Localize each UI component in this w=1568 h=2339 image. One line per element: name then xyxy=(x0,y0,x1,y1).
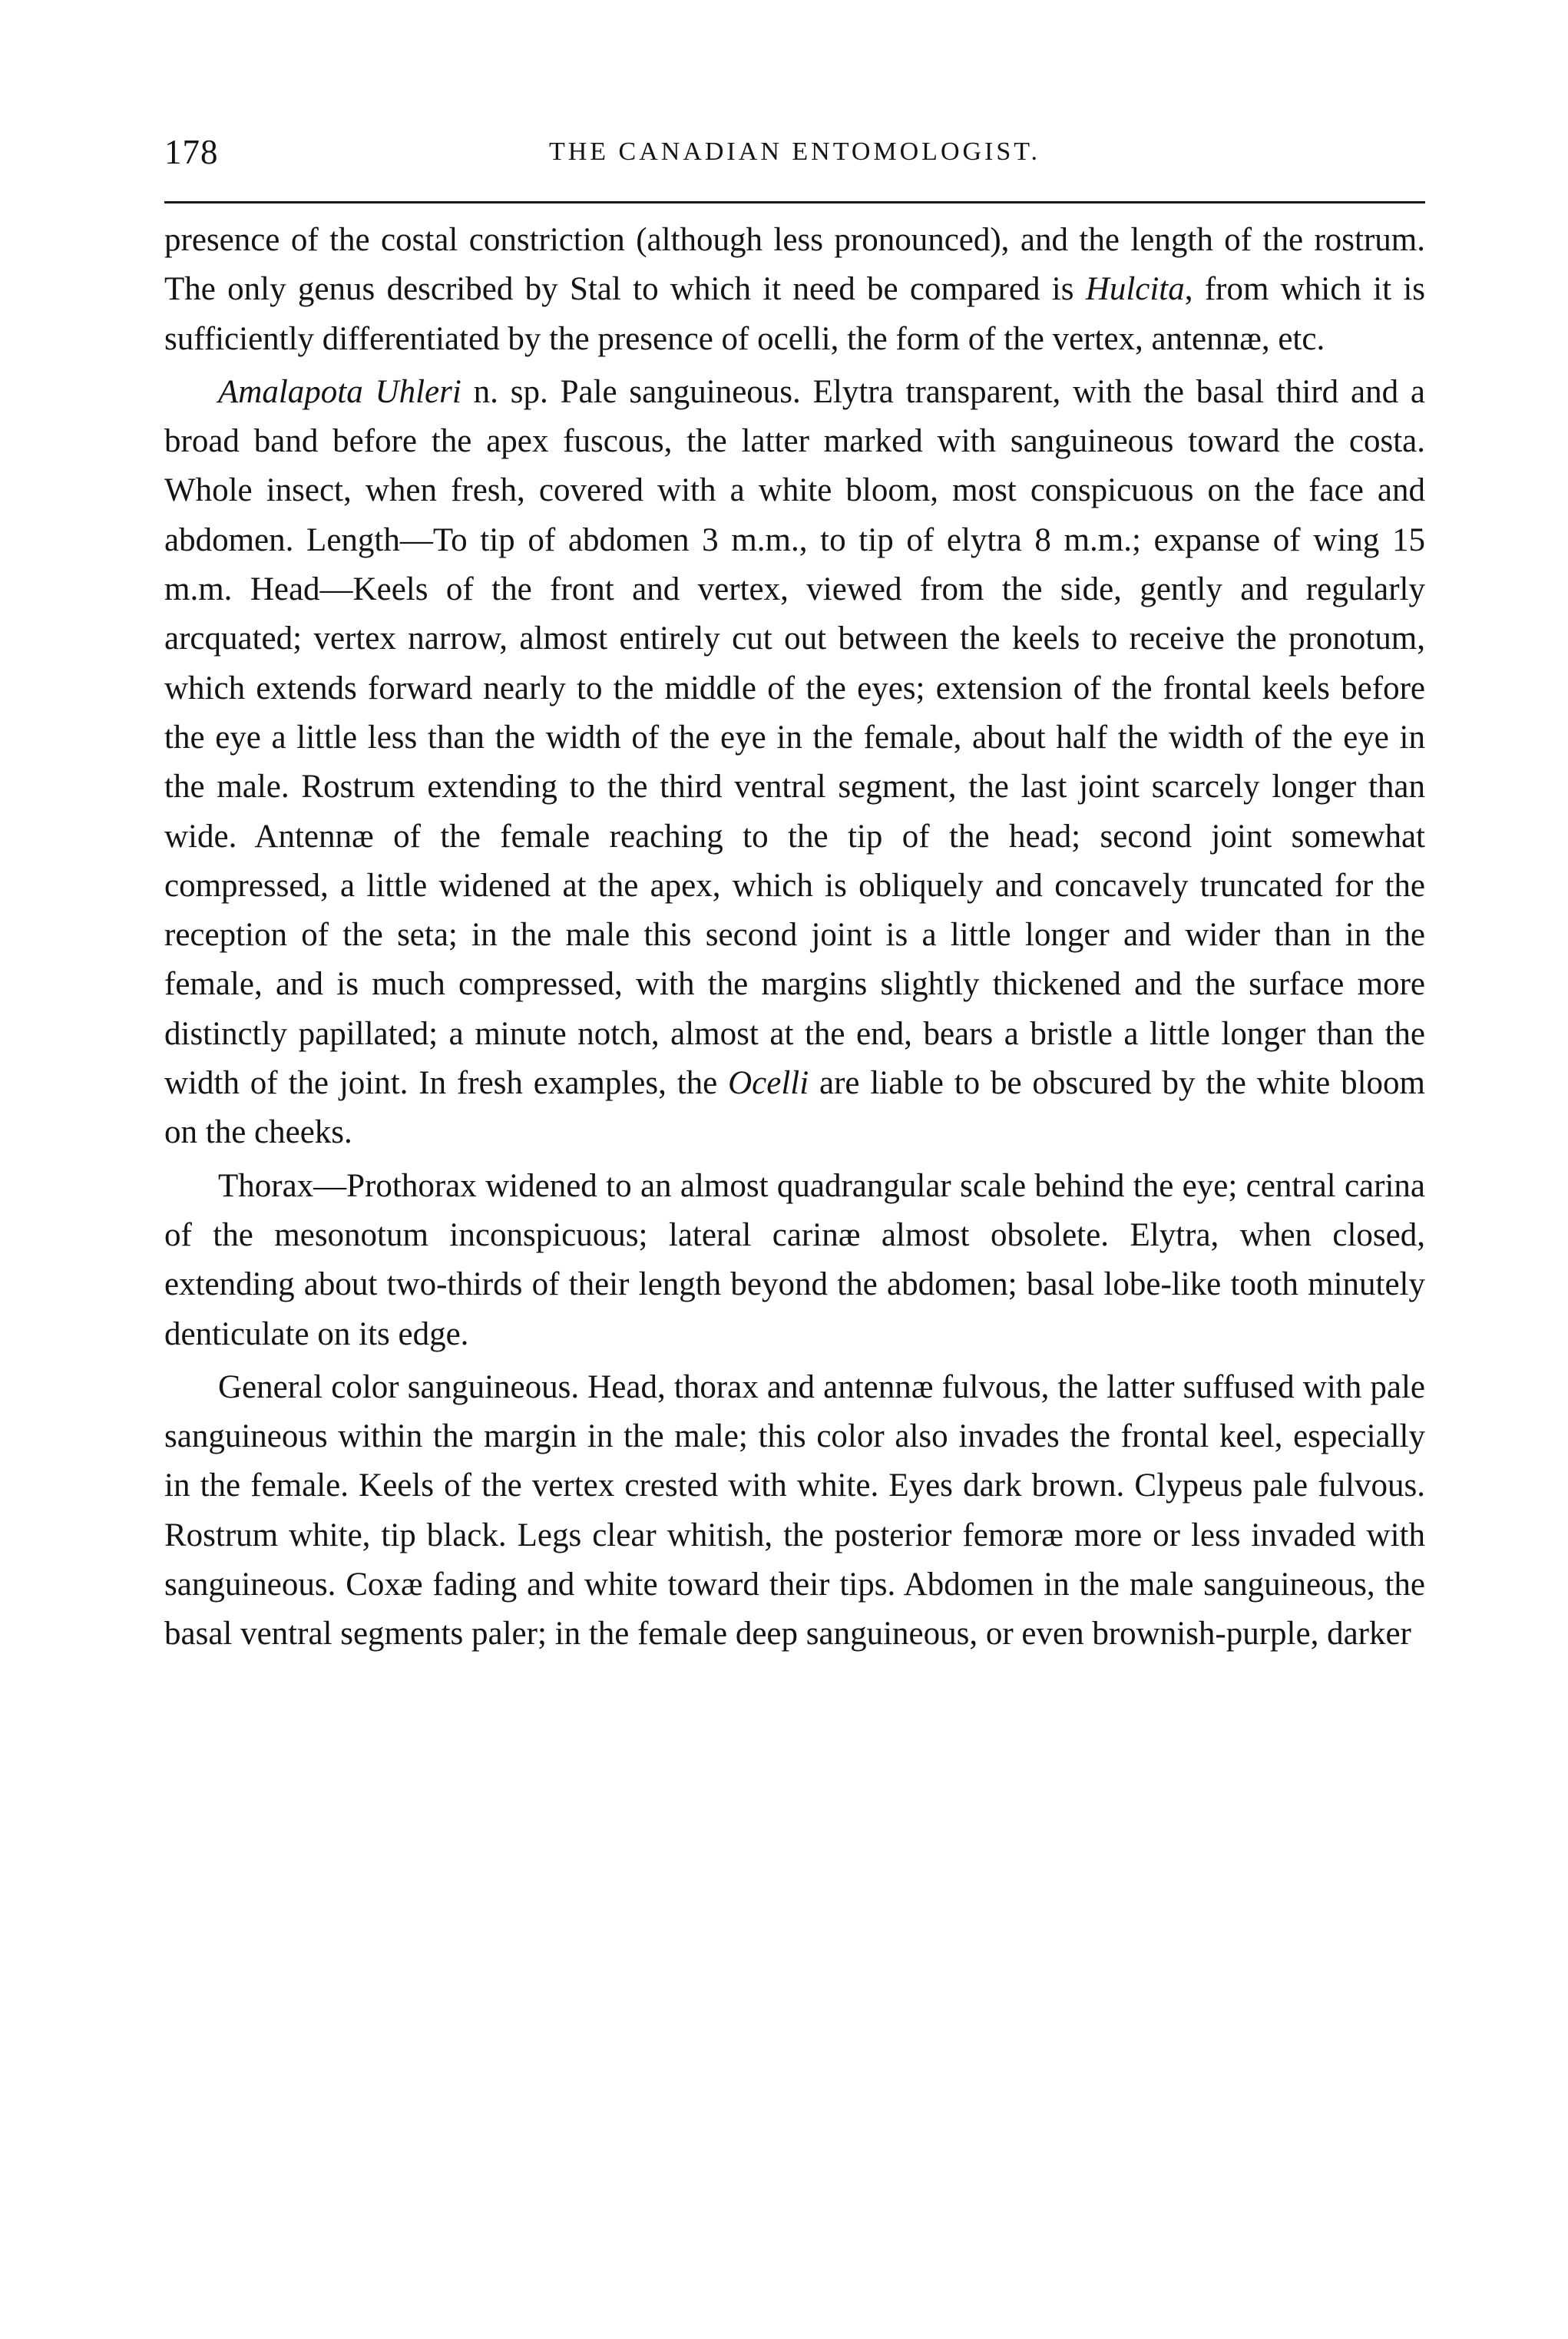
paragraph-1-text-end: , from which it is sufficiently differentiated by the presence of ocelli, the form of the vertex, antennæ, etc. xyxy=(164,271,1426,357)
body-text xyxy=(164,216,1425,1659)
paragraph-3 xyxy=(164,1162,1425,1359)
header-rule xyxy=(164,201,1425,203)
genus-name-hulcita: Hulcita xyxy=(1085,271,1185,308)
paragraph-2-text-end: are liable to be obscured by the white bloom on the cheeks. xyxy=(164,1065,1425,1151)
paragraph-2 xyxy=(164,368,1425,1158)
document-page xyxy=(164,129,1425,1659)
running-title: THE CANADIAN ENTOMOLOGIST. xyxy=(548,137,1041,166)
paragraph-1 xyxy=(164,216,1425,364)
paragraph-4 xyxy=(164,1363,1425,1659)
page-header xyxy=(164,129,1425,175)
term-ocelli: Ocelli xyxy=(728,1065,809,1102)
paragraph-2-text: n. sp. Pale sanguineous. Elytra transparent, with the basal third and a broad band before the apex fuscous, the latter marked with sanguineous toward the costa. Whole insect, when fresh, covered with a white bloom, most conspicuous on the face and abdomen. Length—To tip of abdomen 3 m.m., to tip of elytra 8 m.m.; expanse of wing 15 m.m. Head—Keels of the front and vertex, viewed from the side, gently and regularly arcquated; vertex narrow, almost entirely cut out between the keels to receive the pronotum, which extends forward nearly to the middle of the eyes; extension of the frontal keels before the eye a little less than the width of the eye in the female, about half the width of the eye in the male. Rostrum extending to the third ventral segment, the last joint scarcely longer than wide. Antennæ of the female reaching to the tip of the head; second joint somewhat compressed, a little widened at the apex, which is obliquely and concavely truncated for the reception of the seta; in the male this second joint is a little longer and wider than in the female, and is much compressed, with the margins slightly thickened and the surface more distinctly papillated; a minute notch, almost at the end, bears a bristle a little longer than the width of the joint. In fresh examples, the xyxy=(164,373,1426,1102)
species-name: Amalapota Uhleri xyxy=(218,373,461,410)
paragraph-4-text: General color sanguineous. Head, thorax and antennæ fulvous, the latter suffused with pale sanguineous within the margin in the male; this color also invades the frontal keel, especially in the female. Keels of the vertex crested with white. Eyes dark brown. Clypeus pale fulvous. Rostrum white, tip black. Legs clear whitish, the posterior femoræ more or less invaded with sanguineous. Coxæ fading and white toward their tips. Abdomen in the male sanguineous, the basal ventral segments paler; in the female deep sanguineous, or even brownish-purple, darker xyxy=(164,1368,1425,1653)
paragraph-1-text: presence of the costal constriction (although less pronounced), and the length of the rostrum. The only genus described by Stal to which it need be compared is xyxy=(164,222,1425,308)
page-number: 178 xyxy=(164,133,219,171)
paragraph-3-text: Thorax—Prothorax widened to an almost quadrangular scale behind the eye; central carina of the mesonotum inconspicuous; lateral carinæ almost obsolete. Elytra, when closed, extending about two-thirds of their length beyond the abdomen; basal lobe-like tooth minutely denticulate on its edge. xyxy=(164,1167,1425,1352)
